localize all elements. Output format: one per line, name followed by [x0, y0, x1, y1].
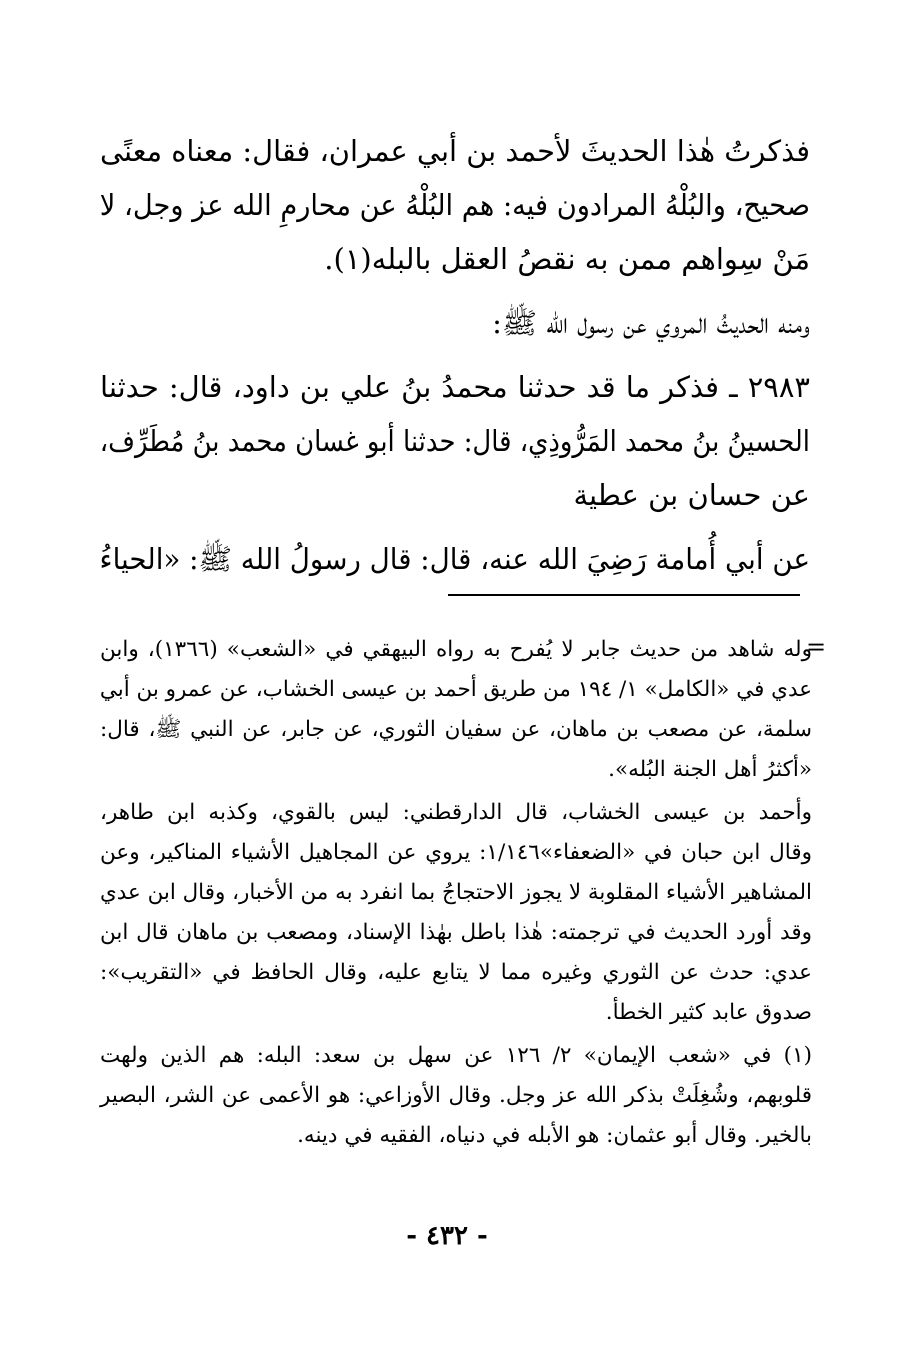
- main-line: عن أبي أُمامة رَضِيَ الله عنه، قال: قال رسولُ الله ﷺ: «الحياءُ: [99, 542, 811, 576]
- footnotes: [100, 630, 812, 1156]
- footnote-line: عدي في «الكامل» ١/ ١٩٤ من طريق أحمد بن عيسى الخشاب، عن عمرو بن أبي: [99, 677, 812, 702]
- footnote-line: صدوق عابد كثير الخطأ.: [605, 1000, 812, 1025]
- hadith-line: عن حسان بن عطية: [573, 478, 810, 512]
- hadith-line: الحسينُ بنُ محمد المَرُّوذِي، قال: حدثنا أبو غسان محمد بنُ مُطَرِّف،: [99, 424, 810, 458]
- hadith-line: ٢٩٨٣ ـ فذكر ما قد حدثنا محمدُ بنُ علي بن داود، قال: حدثنا: [100, 370, 810, 404]
- footnote-line: عدي: حدث عن الثوري وغيره مما لا يتابع عليه، وقال الحافظ في «التقريب»:: [100, 960, 812, 985]
- footnote-line: وله شاهد من حديث جابر لا يُفرح به رواه البيهقي في «الشعب» (١٣٦٦)، وابن: [100, 637, 812, 662]
- footnote-line: وأحمد بن عيسى الخشاب، قال الدارقطني: ليس بالقوي، وكذبه ابن طاهر،: [100, 800, 812, 825]
- main-line: فذكرتُ هٰذا الحديثَ لأحمد بن أبي عمران، فقال: معناه معنًى: [100, 134, 810, 168]
- main-line: مَنْ سِواهم ممن به نقصُ العقل بالبله(١).: [324, 242, 810, 276]
- footnote-separator: [448, 594, 800, 596]
- footnote-1-line: (١) في «شعب الإيمان» ٢/ ١٢٦ عن سهل بن سعد: البله: هم الذين ولهت: [100, 1043, 813, 1068]
- main-line: ومنه الحديثُ المروي عن رسول الله ﷺ:: [492, 306, 810, 340]
- page-number: - ٤٣٢ -: [406, 1221, 488, 1251]
- footnote-line: سلمة، عن مصعب بن ماهان، عن سفيان الثوري، عن جابر، عن النبي ﷺ، قال:: [100, 717, 812, 742]
- main-text: [100, 124, 810, 586]
- main-line: صحيح، والبُلْهُ المرادون فيه: هم البُلْهُ عن محارمِ الله عز وجل، لا: [99, 188, 811, 222]
- footnote-1-line: بالخير. وقال أبو عثمان: هو الأبله في دنياه، الفقيه في دينه.: [297, 1123, 812, 1148]
- footnote-line: «أكثرُ أهل الجنة البُله».: [608, 757, 812, 782]
- footnote-line: المشاهير الأشياء المقلوبة لا يجوز الاحتجاجُ بما انفرد به من الأخبار، وقال ابن عدي: [100, 880, 812, 905]
- footnote-line: وقد أورد الحديث في ترجمته: هٰذا باطل بهٰذا الإسناد، ومصعب بن ماهان قال ابن: [100, 920, 812, 945]
- footnote-continuation-mark: =: [806, 633, 827, 661]
- footnote-line: وقال ابن حبان في «الضعفاء»١/١٤٦: يروي عن المجاهيل الأشياء المناكير، وعن: [100, 840, 812, 865]
- footnote-1-line: قلوبهم، وشُغِلَتْ بذكر الله عز وجل. وقال الأوزاعي: هو الأعمى عن الشر، البصير: [100, 1083, 812, 1108]
